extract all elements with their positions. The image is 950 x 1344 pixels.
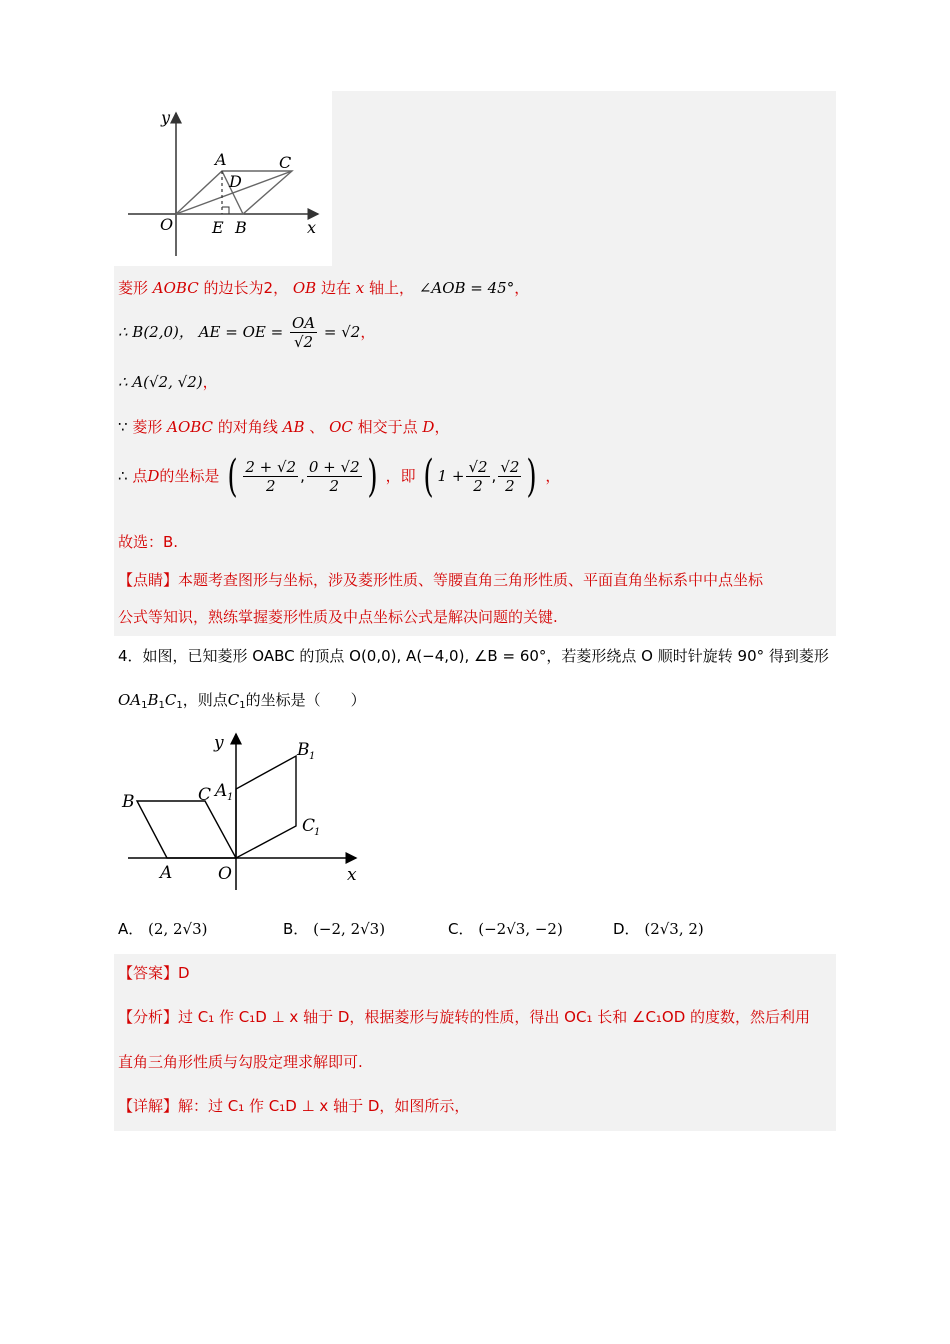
point-d-label: D (229, 172, 242, 191)
math: AOBC (152, 279, 199, 297)
text: ， (273, 279, 289, 297)
subscript: 1 (314, 827, 321, 838)
option-label: A． (118, 920, 144, 938)
text: ，即 (385, 467, 416, 485)
math: OC (329, 418, 353, 436)
fraction (307, 458, 362, 495)
y-axis-label: y (214, 733, 224, 753)
text: 的坐标是（ ） (245, 691, 366, 709)
denominator: 2 (329, 477, 340, 495)
solution-line-6 (118, 532, 178, 552)
option-label: B． (283, 920, 309, 938)
paren-open: ( (227, 450, 238, 502)
text: 的对角线 (217, 418, 278, 436)
math: 1 + (437, 467, 465, 485)
math: ∠AOB = 45° (418, 279, 515, 297)
solution-line-2 (118, 314, 375, 351)
option-label: C． (448, 920, 474, 938)
figure-rhombus-aobc (114, 91, 332, 266)
math: D (422, 418, 435, 436)
numerator: OA (291, 314, 316, 332)
math: C (164, 691, 177, 709)
subscript: 1 (309, 751, 316, 762)
analysis-line-1 (118, 1007, 810, 1027)
paren-open: ( (423, 450, 435, 502)
text: 、 (309, 418, 325, 436)
math: = √2 (323, 323, 361, 341)
paren-close: ) (526, 450, 538, 502)
fraction (243, 458, 298, 495)
question-4-line-1 (118, 646, 829, 666)
subscript: 1 (176, 700, 183, 711)
subscript: 1 (158, 700, 165, 711)
text: ， (545, 467, 561, 485)
subscript: 1 (239, 700, 246, 711)
x-axis-label: x (347, 865, 357, 885)
point-o-label: O (218, 864, 232, 884)
option-c[interactable] (448, 918, 563, 939)
detail-line (118, 1096, 469, 1116)
rhombus-oa1b1c1 (236, 756, 296, 858)
subscript: 1 (227, 792, 234, 803)
point-b-label: B (122, 792, 135, 812)
question-4-line-2 (118, 690, 366, 716)
text: 菱形 (132, 418, 163, 436)
denominator: 2 (265, 477, 276, 495)
text: 4．如图，已知菱形 OABC 的顶点 O(0,0), A(−4,0), ∠B = 60°，若菱形绕点 O 顺时针旋转 90° 得到菱形 (118, 647, 829, 665)
fraction (498, 458, 521, 495)
option-value: (−2√3, −2) (478, 920, 563, 938)
text: ， (360, 323, 376, 341)
text: ∵ (118, 418, 128, 436)
text: 直角三角形性质与勾股定理求解即可. (118, 1053, 363, 1071)
fraction (466, 458, 489, 495)
math: AB (282, 418, 305, 436)
x-axis-label: x (307, 218, 317, 237)
math: AE = OE = (198, 323, 284, 341)
text: ∴ (118, 467, 128, 485)
math: D (147, 467, 160, 485)
text: 相交于点 (357, 418, 418, 436)
option-b[interactable] (283, 918, 385, 939)
option-d[interactable] (613, 918, 704, 939)
option-value: (−2, 2√3) (313, 920, 386, 938)
right-angle-mark (222, 207, 229, 214)
text: ， (434, 418, 450, 436)
option-value: (2√3, 2) (644, 920, 704, 938)
text: 的坐标是 (159, 467, 220, 485)
analysis-line-2 (118, 1052, 363, 1072)
math: ∴ B(2,0)， (118, 323, 194, 341)
solution-line-5: ∴ 点D的坐标是 ( $\frac{2 + √2}{2}$ , $\frac{0 + √2}{2}$ ) ，即 ( 1 + $\frac{√2}{2}$ , $\frac{√2}{2}$ ) ， (118, 450, 561, 502)
point-a1-label: A (215, 781, 228, 801)
numerator: √2 (468, 458, 488, 476)
text: 轴上， (369, 279, 415, 297)
text: ，则点 (182, 691, 228, 709)
text: ， (202, 373, 218, 391)
point-b-label: B (235, 218, 247, 237)
option-label: D． (613, 920, 640, 938)
comment-line-2 (118, 607, 558, 627)
text: 2 (263, 279, 274, 297)
solution-line-4 (118, 417, 449, 437)
point-a-label: A (215, 150, 227, 169)
fraction-oa-over-root2 (290, 314, 317, 351)
point-c-label: C (279, 153, 292, 172)
numerator: 2 + √2 (245, 458, 297, 476)
math: AOBC (167, 418, 214, 436)
text: 的边长为 (203, 279, 264, 297)
text: 点 (132, 467, 148, 485)
figure-rotated-rhombus (114, 728, 374, 900)
point-e-label: E (212, 218, 224, 237)
y-axis-label: y (161, 108, 171, 127)
math: ∴ A(√2, √2) (118, 373, 203, 391)
text: 【详解】解：过 C₁ 作 C₁D ⊥ x 轴于 D，如图所示， (118, 1097, 470, 1115)
comment-line-1 (118, 570, 763, 590)
math: C (227, 691, 240, 709)
denominator: 2 (473, 477, 483, 495)
paren-close: ) (367, 450, 378, 502)
text: 公式等知识，熟练掌握菱形性质及中点坐标公式是解决问题的关键. (118, 608, 558, 626)
point-c-label: C (198, 785, 212, 805)
solution-line-1 (118, 278, 529, 298)
math: OA (118, 691, 142, 709)
point-a-label: A (160, 863, 173, 883)
point-c1-label: C (302, 816, 316, 836)
math: OB (292, 279, 317, 297)
numerator: √2 (500, 458, 520, 476)
numerator: 0 + √2 (308, 458, 360, 476)
math: x (355, 279, 365, 297)
subscript: 1 (141, 700, 148, 711)
text: 【答案】D (118, 964, 190, 982)
text: 故选：B. (118, 533, 179, 551)
text: 菱形 (118, 279, 149, 297)
option-value: (2, 2√3) (148, 920, 208, 938)
option-a[interactable] (118, 918, 207, 939)
answer-line (118, 963, 190, 983)
point-o-label: O (160, 215, 174, 234)
text: 【分析】过 C₁ 作 C₁D ⊥ x 轴于 D，根据菱形与旋转的性质，得出 OC₁ 长和 ∠C₁OD 的度数，然后利用 (118, 1008, 811, 1026)
denominator: √2 (293, 333, 314, 351)
denominator: 2 (505, 477, 515, 495)
text: 【点睛】本题考查图形与坐标，涉及菱形性质、等腰直角三角形性质、平面直角坐标系中中点坐标 (118, 571, 764, 589)
solution-line-3 (118, 372, 218, 392)
point-b1-label: B (297, 740, 310, 760)
math: B (147, 691, 159, 709)
text: ， (514, 279, 530, 297)
text: 边在 (320, 279, 351, 297)
rhombus-oabc (137, 801, 236, 858)
